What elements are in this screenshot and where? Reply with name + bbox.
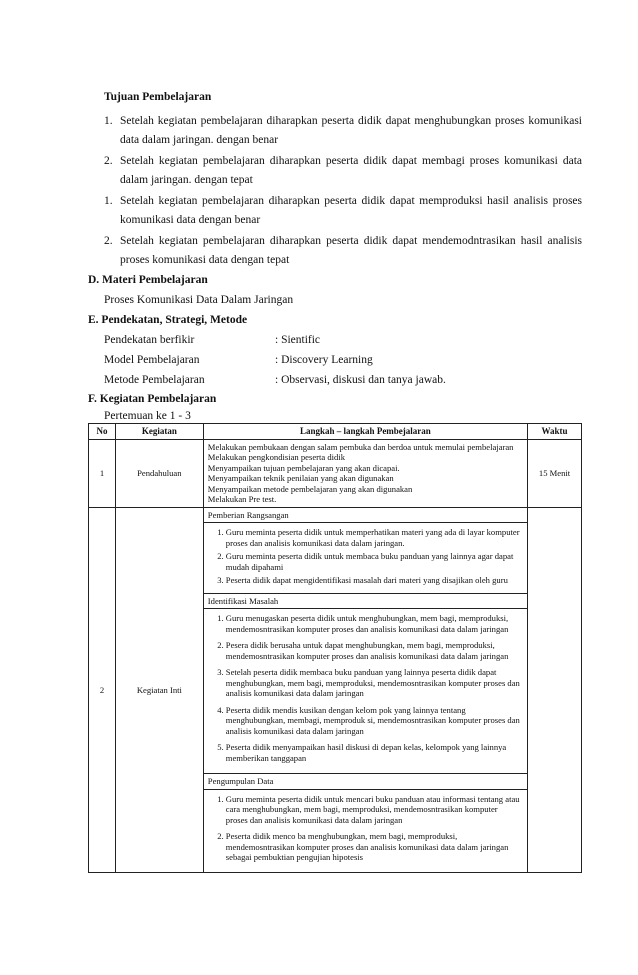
header-waktu: Waktu — [528, 424, 582, 440]
list-item: 2. Pesera didik berusaha untuk dapat menghubungkan, mem bagi, memproduksi, mendemosntrasikan komputer proses dan analisis komunikasi data dalam jaringan — [226, 640, 521, 661]
row2-kegiatan: Kegiatan Inti — [115, 507, 203, 873]
tujuan-heading: Tujuan Pembelajaran — [104, 91, 212, 103]
tujuan-item-4-line2: proses komunikasi data dengan tepat — [120, 254, 290, 266]
pendekatan-label-1: Pendekatan berfikir — [104, 334, 195, 346]
header-no: No — [89, 424, 116, 440]
tujuan-item-3-line2: komunikasi data dengan benar — [120, 214, 261, 226]
table-row — [89, 439, 582, 507]
row1-line-1: Melakukan pembukaan dengan salam pembuka dan berdoa untuk memulai pembelajaran — [207, 441, 514, 452]
pendekatan-value-3: : Observasi, diskusi dan tanya jawab. — [275, 374, 446, 386]
tujuan-item-1-line1: Setelah kegiatan pembelajaran diharapkan peserta didik dapat menghubungkan proses komunikasi — [120, 115, 582, 127]
tujuan-item-2-no: 2. — [104, 155, 113, 167]
row1-waktu: 15 Menit — [528, 439, 582, 507]
row1-line-3: Menyampaikan tujuan pembelajaran yang akan dicapai. — [207, 462, 400, 473]
pendekatan-heading: E. Pendekatan, Strategi, Metode — [88, 314, 248, 326]
pendekatan-value-1: : Sientific — [275, 334, 321, 346]
row1-no: 1 — [89, 439, 116, 507]
row1-line-2: Melakukan pengkondisian peserta didik — [207, 452, 346, 463]
tujuan-item-2-line2: dalam jaringan. dengan tepat — [120, 174, 253, 186]
materi-text: Proses Komunikasi Data Dalam Jaringan — [104, 294, 294, 306]
table-header-row — [89, 424, 582, 440]
pendekatan-label-2: Model Pembelajaran — [104, 354, 200, 366]
materi-heading: D. Materi Pembelajaran — [88, 274, 208, 286]
tujuan-item-1-no: 1. — [104, 115, 113, 127]
tujuan-item-2-line1: Setelah kegiatan pembelajaran diharapkan peserta didik dapat membagi proses komunikasi data — [120, 155, 582, 167]
rangsangan-list — [204, 523, 527, 592]
pengumpulan-list — [204, 790, 527, 873]
list-item: 1. Guru meminta peserta didik untuk memperhatikan materi yang ada di layar komputer proses dan analisis komunikasi data dalam jaringan. — [226, 527, 521, 548]
pendekatan-label-3: Metode Pembelajaran — [104, 374, 205, 386]
row1-line-4: Menyampaikan teknik penilaian yang akan digunakan — [207, 473, 394, 484]
tujuan-item-4-no: 2. — [104, 235, 113, 247]
section-title-rangsangan: Pemberian Rangsangan — [204, 508, 527, 523]
list-item: 3. Peserta didik dapat mengidentifikasi masalah dari materi yang disajikan oleh guru — [226, 575, 521, 585]
list-item: 4. Peserta didik mendis kusikan dengan kelom pok yang lainnya tentang menghubungkan, membagi, memproduk si, mendemosntrasikan komputer proses dan analisis komunikasi data dalam jaringan — [226, 705, 521, 736]
list-item: 1. Guru meminta peserta didik untuk mencari buku panduan atau informasi tentang atau cara menghubungkan, mem bagi, memproduksi, mendemosntrasikan komputer proses dan analisis komunikasi data dalam jaringan — [226, 794, 521, 825]
identifikasi-list — [204, 609, 527, 773]
header-kegiatan: Kegiatan — [115, 424, 203, 440]
row1-line-6: Melakukan Pre test. — [207, 494, 277, 505]
table-row — [89, 507, 582, 873]
header-langkah: Langkah – langkah Pembejalaran — [203, 424, 527, 440]
list-item: 1. Guru menugaskan peserta didik untuk menghubungkan, mem bagi, memproduksi, mendemosntrasikan komputer proses dan analisis komunikasi data dalam jaringan — [226, 613, 521, 634]
list-item: 5. Peserta didik menyampaikan hasil diskusi di depan kelas, kelompok yang lainnya memberikan tanggapan — [226, 742, 521, 763]
tujuan-item-3-line1: Setelah kegiatan pembelajaran diharapkan peserta didik dapat memproduksi hasil analisis proses — [120, 195, 582, 207]
pendekatan-value-2: : Discovery Learning — [275, 354, 373, 366]
row1-kegiatan: Pendahuluan — [115, 439, 203, 507]
kegiatan-heading: F. Kegiatan Pembelajaran — [88, 393, 217, 405]
section-title-pengumpulan: Pengumpulan Data — [204, 773, 527, 789]
tujuan-item-4-line1: Setelah kegiatan pembelajaran diharapkan peserta didik dapat mendemodntrasikan hasil analisis — [120, 235, 582, 247]
tujuan-item-1-line2: data dalam jaringan. dengan benar — [120, 134, 279, 146]
row1-line-5: Menyampaikan metode pembelajaran yang akan digunakan — [207, 483, 413, 494]
list-item: 2. Peserta didik menco ba menghubungkan, mem bagi, memproduksi, mendemosntrasikan komputer proses dan analisis komunikasi data dalam jaringan sebagai pembuktian pengujian hipotesis — [226, 831, 521, 862]
list-item: 3. Setelah peserta didik membaca buku panduan yang lainnya peserta didik dapat menghubungkan, mem bagi, memproduksi, mendemosntrasikan komputer proses dan analisis komunikasi data dalam jaringan — [226, 667, 521, 698]
list-item: 2. Guru meminta peserta didik untuk membaca buku panduan yang lainnya agar dapat mudah dipahami — [226, 551, 521, 572]
row2-langkah — [203, 507, 527, 873]
row1-langkah — [203, 439, 527, 507]
pertemuan-text: Pertemuan ke 1 - 3 — [104, 410, 191, 422]
row2-waktu — [528, 507, 582, 873]
tujuan-item-3-no: 1. — [104, 195, 113, 207]
row2-no: 2 — [89, 507, 116, 873]
lesson-steps-table — [88, 423, 582, 873]
section-title-identifikasi: Identifikasi Masalah — [204, 593, 527, 609]
